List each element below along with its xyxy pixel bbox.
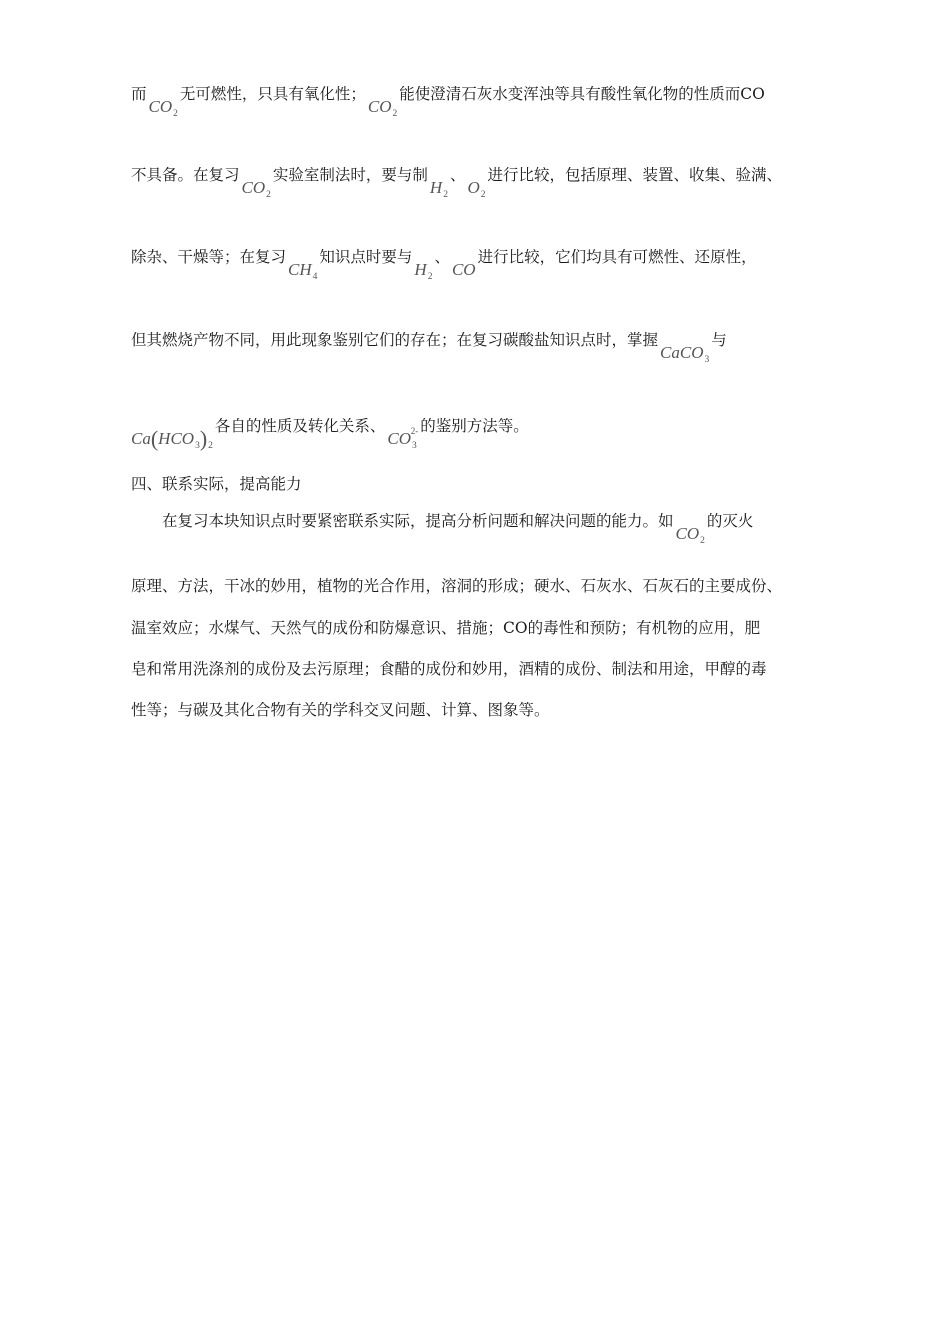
text-run: 无可燃性，只具有氧化性；	[179, 85, 366, 103]
formula-h2: $H_2$	[429, 178, 448, 200]
text-run: 的灭火	[706, 512, 754, 530]
text-run: 而	[131, 85, 147, 103]
p1-line-5	[131, 412, 529, 451]
formula-caco3: CaCO$_3$	[660, 343, 710, 365]
text-run: 的鉴别方法等。	[420, 417, 529, 435]
p2-line-2: 原理、方法，干冰的妙用，植物的光合作用，溶洞的形成；硬水、石灰水、石灰石的主要成份、	[131, 577, 783, 595]
text-run: 但其燃烧产物不同，用此现象鉴别它们的存在；在复习碳酸盐知识点时，掌握	[131, 331, 659, 349]
formula-co: CO	[451, 260, 476, 279]
formula-ch4: $CH_4$	[288, 260, 318, 282]
text-run: 不具备。在复习	[131, 166, 240, 184]
formula-h2: $H_2$	[414, 260, 433, 282]
p1-line-1	[131, 82, 765, 119]
p1-line-4	[131, 328, 727, 365]
text-run: 与	[711, 331, 727, 349]
p1-line-2	[131, 163, 782, 200]
formula-co2: $CO_2$	[675, 524, 705, 546]
p2-line-1	[162, 509, 754, 546]
text-run: 进行比较，它们均具有可燃性、还原性，	[477, 248, 757, 266]
section-heading: 四、联系实际，提高能力	[131, 475, 302, 493]
text-run: 实验室制法时，要与制	[272, 166, 428, 184]
formula-co2: $CO_2$	[148, 97, 178, 119]
p2-line-4: 皂和常用洗涤剂的成份及去污原理；食醋的成份和妙用，酒精的成份、制法和用途，甲醇的毒	[131, 660, 767, 678]
formula-o2: $O_2$	[467, 178, 486, 200]
formula-carbonate-ion: $CO_3^{2-}$	[387, 426, 419, 451]
separator: 、	[434, 248, 450, 266]
p2-line-3: 温室效应；水煤气、天然气的成份和防爆意识、措施；CO的毒性和预防；有机物的应用，肥	[131, 619, 761, 637]
text-run: 进行比较，包括原理、装置、收集、验满、	[487, 166, 782, 184]
text-run: 除杂、干燥等；在复习	[131, 248, 287, 266]
text-run: 在复习本块知识点时要紧密联系实际，提高分析问题和解决问题的能力。如	[162, 512, 674, 530]
formula-co2: $CO_2$	[367, 97, 398, 119]
p2-line-5: 性等；与碳及其化合物有关的学科交叉问题、计算、图象等。	[131, 701, 550, 719]
text-run: 能使澄清石灰水变浑浊等具有酸性氧化物的性质而CO	[399, 85, 765, 103]
formula-ca-hco3-2: $Ca(HCO_3)_2$	[131, 426, 213, 451]
text-run: 知识点时要与	[319, 248, 413, 266]
separator: 、	[449, 166, 466, 184]
p1-line-3	[131, 245, 757, 282]
text-run: 各自的性质及转化关系、	[214, 417, 386, 435]
formula-co2: $CO_2$	[241, 178, 271, 200]
